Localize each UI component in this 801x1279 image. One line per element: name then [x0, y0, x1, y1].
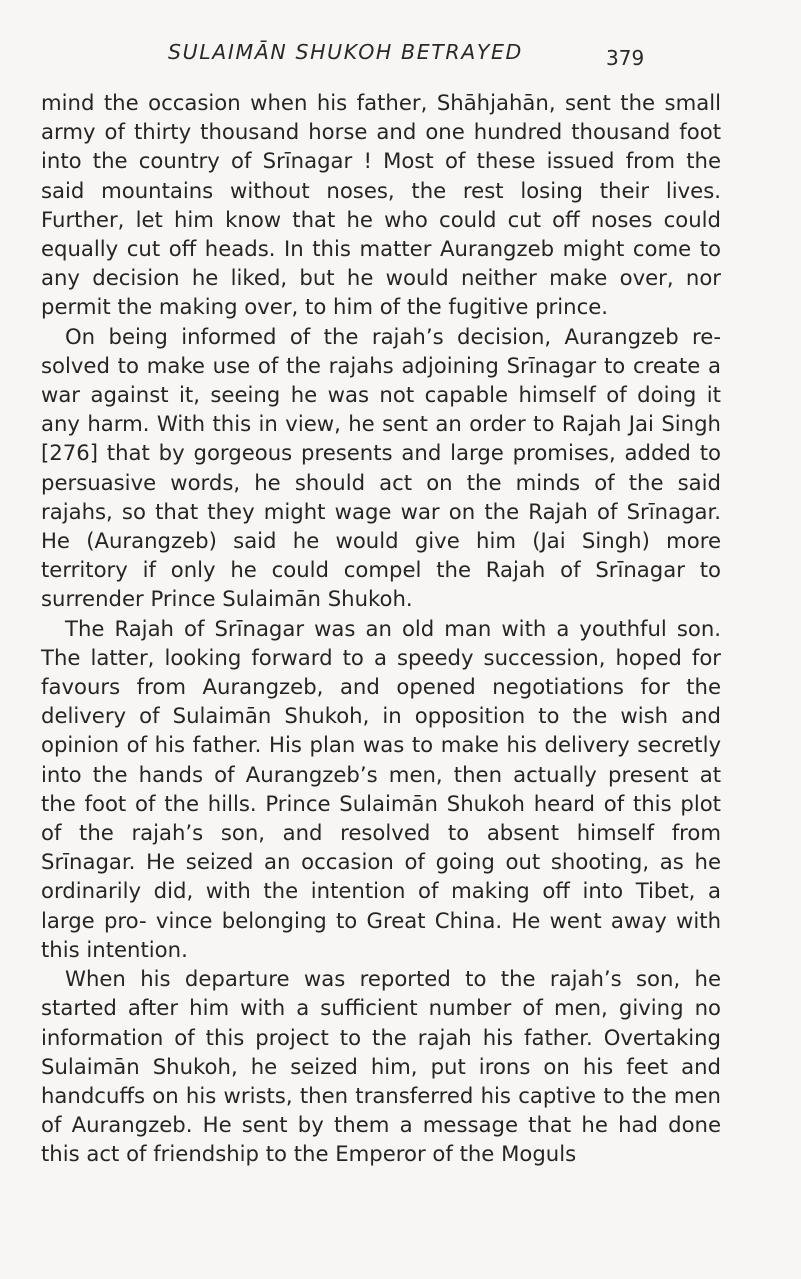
paragraph: The Rajah of Srīnagar was an old man with a youthful son. The latter, looking forward to a speedy succession, hoped for favours from Aurangzeb, and opened negotiations for the delivery of Sulaimān Shukoh, in opposition to the wish and opinion of his father. His plan was to make his delivery secretly into the hands of Aurangzeb’s men, then actually present at the foot of the hills. Prince Sulaimān Shukoh heard of this plot of the rajah’s son, and resolved to absent himself from Srīnagar. He seized an occasion of going out shooting, as he ordinarily did, with the intention of making off into Tibet, a large pro- vince belonging to Great China. He went away with this intention. [41, 615, 721, 962]
page-number: 379 [606, 46, 645, 70]
running-head-title: SULAIMĀN SHUKOH BETRAYED [168, 40, 523, 64]
paragraph: When his departure was reported to the rajah’s son, he started after him with a sufficient number of men, giving no information of this project to the rajah his father. Overtaking Sulaimān Shukoh, he seized him, put irons on his feet and handcuffs on his wrists, then transferred his captive to the men of Aurangzeb. He sent by them a message that he had done this act of friendship to the Emperor of the Moguls [41, 966, 721, 1167]
paragraph: mind the occasion when his father, Shāhjahān, sent the small army of thirty thousand horse and one hundred thousand foot into the country of Srīnagar ! Most of these issued from the said mountains without noses, the rest losing their lives. Further, let him know that he who could cut off noses could equally cut off heads. In this matter Aurangzeb might come to any decision he liked, but he would neither make over, nor permit the making over, to him of the fugitive prince. [41, 90, 721, 320]
paragraph: On being informed of the rajah’s decision, Aurangzeb re- solved to make use of the rajahs adjoining Srīnagar to create a war against it, seeing he was not capable himself of doing it any harm. With this in view, he sent an order to Rajah Jai Singh [276] that by gorgeous presents and large promises, added to persuasive words, he should act on the minds of the said rajahs, so that they might wage war on the Rajah of Srīnagar. He (Aurangzeb) said he would give him (Jai Singh) more territory if only he could compel the Rajah of Srīnagar to surrender Prince Sulaimān Shukoh. [41, 323, 721, 612]
body-text [41, 88, 721, 1169]
